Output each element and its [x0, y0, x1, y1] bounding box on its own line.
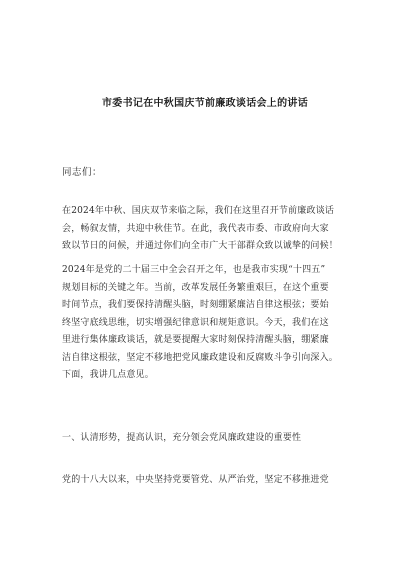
paragraph-line: 在2024年中秋、国庆双节来临之际，我们在这里召开节前廉政谈话: [62, 206, 335, 216]
greeting: 同志们：: [62, 167, 103, 178]
paragraph-line: 下面，我讲几点意见。: [62, 370, 155, 380]
paragraph-line: 党的十八大以来，中央坚持党要管党、从严治党，坚定不移推进党: [62, 475, 329, 485]
paragraph-2: [62, 262, 352, 385]
paragraph-line: 2024年是党的二十届三中全会召开之年，也是我市实现“十四五”: [62, 265, 326, 275]
paragraph-line: 洁自律这根弦，坚定不移地把党风廉政建设和反腐败斗争引向深入。: [62, 352, 339, 363]
paragraph-line: 致以节日的问候，并通过你们向全市广大干部群众致以诚挚的问候！: [62, 241, 339, 251]
paragraph-line: 规划目标的关键之年。当前，改革发展任务繁重艰巨，在这个重要: [62, 282, 329, 293]
document-title: 市委书记在中秋国庆节前廉政谈话会上的讲话: [102, 98, 308, 109]
paragraph-line: 里进行集体廉政谈话，就是要提醒大家时刻保持清醒头脑，绷紧廉: [62, 335, 329, 345]
paragraph-line: 终坚守底线思维，切实增强纪律意识和规矩意识。今天，我们在这: [62, 317, 329, 328]
paragraph-1: [62, 203, 352, 256]
paragraph-3: [62, 472, 352, 490]
paragraph-line: 会，畅叙友情，共迎中秋佳节。在此，我代表市委、市政府向大家: [62, 223, 329, 234]
section-heading-text: 一、认清形势，提高认识，充分领会党风廉政建设的重要性: [62, 433, 302, 443]
paragraph-line: 时间节点，我们要保持清醒头脑，时刻绷紧廉洁自律这根弦；要始: [62, 300, 329, 310]
section-heading: [62, 430, 352, 448]
